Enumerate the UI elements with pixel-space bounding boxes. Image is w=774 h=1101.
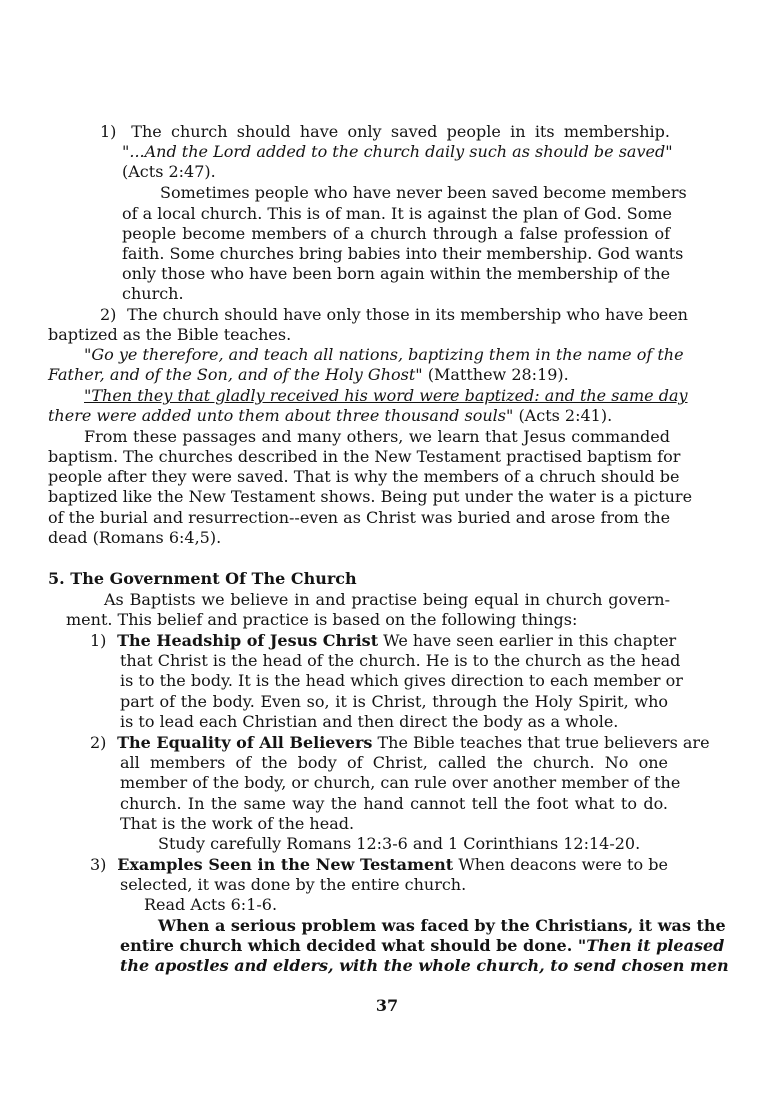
item-text: We have seen earlier in this chapter: [383, 631, 677, 650]
page-number: 37: [375, 996, 399, 1015]
paragraph-line: ment. This belief and practice is based on the following things:: [66, 610, 578, 629]
item-text: The Bible teaches that true believers are: [377, 733, 710, 752]
item-number: 3): [90, 855, 107, 874]
paragraph-line: dead (Romans 6:4,5).: [48, 528, 222, 547]
section-number: 5.: [48, 569, 65, 588]
item-title: The Equality of All Believers: [117, 733, 373, 752]
item-new-testament-examples: [90, 855, 668, 875]
paragraph-line: people after they were saved. That is why the members of a chruch should be: [48, 467, 680, 486]
item-number: 1): [100, 122, 117, 141]
paragraph-line: of a local church. This is of man. It is against the plan of God. Some: [122, 204, 673, 223]
item-number: 1): [90, 631, 107, 650]
scripture-quote-end: Father, and of the Son, and of the Holy Ghost" (Matthew 28:19).: [48, 365, 569, 384]
paragraph-line: faith. Some churches bring babies into their membership. God wants: [122, 244, 684, 263]
paragraph-line: church.: [122, 284, 184, 303]
paragraph-line: all members of the body of Christ, called the church. No one: [120, 753, 668, 772]
item-text: The church should have only those in its membership who have been: [127, 305, 688, 324]
paragraph-line: that Christ is the head of the church. He is to the church as the head: [120, 651, 681, 670]
item-text: When deacons were to be: [458, 855, 669, 874]
section-heading: [48, 569, 357, 589]
scripture-quote: "...And the Lord added to the church daily such as should be saved": [122, 142, 673, 161]
item-baptized-membership: [100, 305, 688, 325]
item-saved-membership: [100, 122, 670, 142]
section-title: The Government Of The Church: [70, 569, 357, 588]
item-equality-of-believers: [90, 733, 710, 753]
scripture-reference: (Acts 2:47).: [122, 162, 216, 181]
scripture-quote: "Then it pleased: [577, 936, 725, 955]
paragraph-line: people become members of a church through a false profession of: [122, 224, 670, 243]
paragraph-line: only those who have been born again within the membership of the: [122, 264, 671, 283]
read-reference: Read Acts 6:1-6.: [144, 895, 278, 914]
paragraph-line: That is the work of the head.: [120, 814, 355, 833]
paragraph-line: selected, it was done by the entire church.: [120, 875, 467, 894]
item-title: The Headship of Jesus Christ: [117, 631, 379, 650]
scripture-reference: (Acts 2:41).: [518, 406, 613, 425]
item-number: 2): [100, 305, 117, 324]
paragraph-line: part of the body. Even so, it is Christ, through the Holy Spirit, who: [120, 692, 668, 711]
paragraph-line: is to the body. It is the head which gives direction to each member or: [120, 671, 683, 690]
item-title: Examples Seen in the New Testament: [117, 855, 454, 874]
item-headship-of-christ: [90, 631, 677, 651]
item-text-continued: baptized as the Bible teaches.: [48, 325, 292, 344]
paragraph-line: baptism. The churches described in the New Testament practised baptism for: [48, 447, 681, 466]
scripture-reference: (Matthew 28:19).: [427, 365, 569, 384]
paragraph-line: Sometimes people who have never been saved become members: [160, 183, 687, 202]
paragraph-line: As Baptists we believe in and practise being equal in church govern-: [104, 590, 670, 609]
paragraph-line: member of the body, or church, can rule over another member of the: [120, 773, 681, 792]
item-number: 2): [90, 733, 107, 752]
paragraph-line: entire church which decided what should be done. "Then it pleased: [120, 936, 725, 955]
scripture-quote: "Go ye therefore, and teach all nations, baptizing them in the name of the: [84, 345, 684, 364]
paragraph-line: is to lead each Christian and then direct the body as a whole.: [120, 712, 619, 731]
paragraph-line: of the burial and resurrection--even as Christ was buried and arose from the: [48, 508, 671, 527]
scripture-quote-end: there were added unto them about three thousand souls" (Acts 2:41).: [48, 406, 613, 425]
item-text: The church should have only saved people in its membership.: [131, 122, 670, 141]
scripture-quote-underlined: "Then they that gladly received his word were baptized: and the same day: [84, 386, 688, 405]
paragraph-line: church. In the same way the hand cannot tell the foot what to do.: [120, 794, 668, 813]
scripture-quote: the apostles and elders, with the whole church, to send chosen men: [120, 956, 729, 975]
study-reference: Study carefully Romans 12:3-6 and 1 Corinthians 12:14-20.: [158, 834, 641, 853]
paragraph-line: baptized like the New Testament shows. Being put under the water is a picture: [48, 487, 693, 506]
paragraph-line: When a serious problem was faced by the Christians, it was the: [158, 916, 726, 935]
paragraph-line: From these passages and many others, we learn that Jesus commanded: [84, 427, 670, 446]
